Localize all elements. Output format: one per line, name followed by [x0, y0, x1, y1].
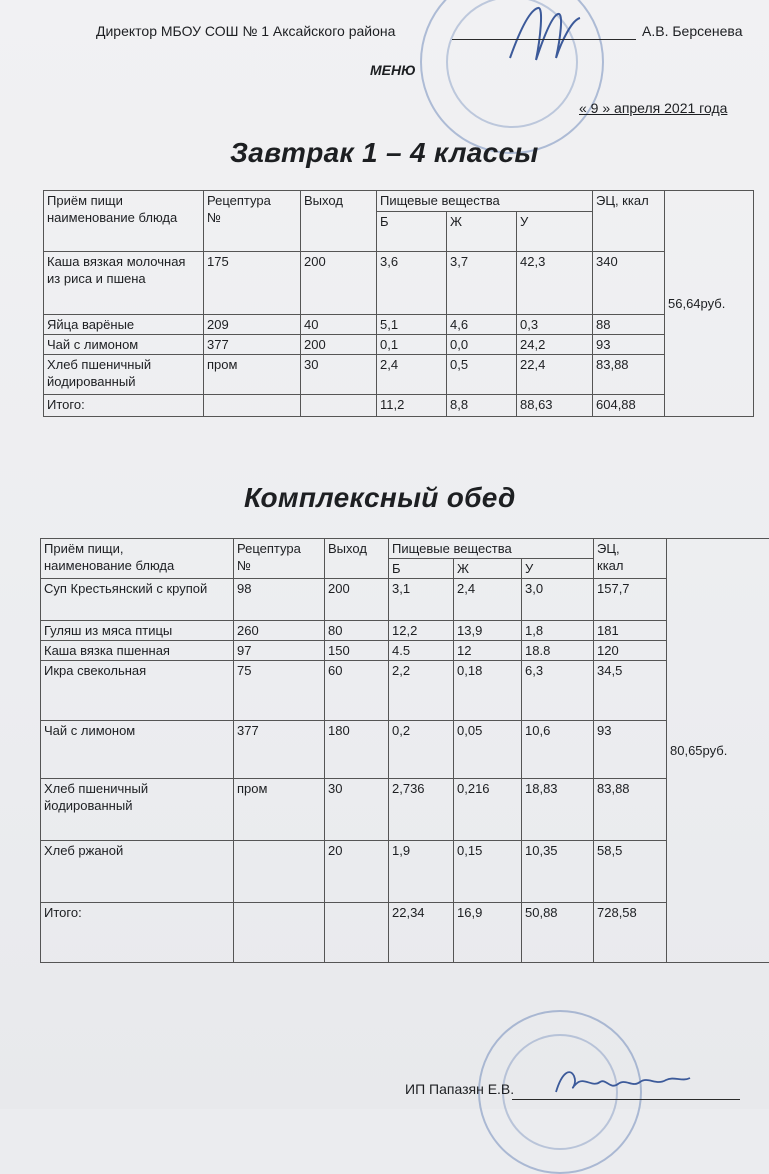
carbs: 10,35: [522, 841, 594, 903]
fat: 0,05: [454, 721, 522, 779]
protein: 12,2: [389, 621, 454, 641]
kcal: 120: [594, 641, 667, 661]
protein: 0,1: [377, 335, 447, 355]
header-energy: ЭЦ, ккал: [593, 191, 665, 252]
dish-name: Хлеб пшеничный йодированный: [41, 779, 234, 841]
kcal: 83,88: [593, 355, 665, 395]
lunch-price: 80,65руб.: [667, 539, 769, 963]
header-b: Б: [377, 212, 447, 252]
recipe-no: 98: [234, 579, 325, 621]
table-row: [41, 621, 769, 641]
director-line: Директор МБОУ СОШ № 1 Аксайского района: [96, 23, 395, 39]
kcal: 88: [593, 315, 665, 335]
header-b: Б: [389, 559, 454, 579]
recipe-no: [234, 841, 325, 903]
kcal: 340: [593, 252, 665, 315]
table-row: [41, 779, 769, 841]
dish-name: Чай с лимоном: [44, 335, 204, 355]
header-output: Выход: [301, 191, 377, 252]
protein: 3,6: [377, 252, 447, 315]
header-u: У: [517, 212, 593, 252]
carbs: 1,8: [522, 621, 594, 641]
header-meal-name: Приём пищи, наименование блюда: [41, 539, 234, 579]
total-carbs: 88,63: [517, 395, 593, 417]
output: 150: [325, 641, 389, 661]
breakfast-heading: Завтрак 1 – 4 классы: [230, 137, 539, 169]
output: 30: [301, 355, 377, 395]
header-zh: Ж: [447, 212, 517, 252]
protein: 2,736: [389, 779, 454, 841]
recipe-no: 377: [234, 721, 325, 779]
recipe-no: пром: [234, 779, 325, 841]
protein: 4.5: [389, 641, 454, 661]
protein: 0,2: [389, 721, 454, 779]
fat: 12: [454, 641, 522, 661]
protein: 2,4: [377, 355, 447, 395]
fat: 0,15: [454, 841, 522, 903]
table-row: [44, 355, 754, 395]
signature-bottom: [548, 1062, 698, 1102]
total-label: Итого:: [44, 395, 204, 417]
fat: 0,216: [454, 779, 522, 841]
total-label: Итого:: [41, 903, 234, 963]
recipe-no: 175: [204, 252, 301, 315]
fat: 13,9: [454, 621, 522, 641]
total-carbs: 50,88: [522, 903, 594, 963]
breakfast-table: [43, 190, 754, 417]
header-recipe: Рецептура №: [234, 539, 325, 579]
dish-name: Каша вязка пшенная: [41, 641, 234, 661]
header-recipe: Рецептура №: [204, 191, 301, 252]
header-output: Выход: [325, 539, 389, 579]
output: 30: [325, 779, 389, 841]
fat: 0,5: [447, 355, 517, 395]
dish-name: Яйца варёные: [44, 315, 204, 335]
carbs: 6,3: [522, 661, 594, 721]
fat: 0,0: [447, 335, 517, 355]
director-name: А.В. Берсенева: [642, 23, 742, 39]
total-kcal: 728,58: [594, 903, 667, 963]
table-row: [41, 841, 769, 903]
output: 80: [325, 621, 389, 641]
carbs: 22,4: [517, 355, 593, 395]
table-row: [41, 641, 769, 661]
output: 40: [301, 315, 377, 335]
kcal: 93: [594, 721, 667, 779]
kcal: 58,5: [594, 841, 667, 903]
kcal: 157,7: [594, 579, 667, 621]
header-nutrients: Пищевые вещества: [389, 539, 594, 559]
protein: 1,9: [389, 841, 454, 903]
carbs: 3,0: [522, 579, 594, 621]
recipe-no: 209: [204, 315, 301, 335]
breakfast-price: 56,64руб.: [665, 191, 754, 417]
recipe-no: 75: [234, 661, 325, 721]
recipe-no: пром: [204, 355, 301, 395]
total-row: [41, 903, 769, 963]
output: 20: [325, 841, 389, 903]
output: 60: [325, 661, 389, 721]
recipe-no: 260: [234, 621, 325, 641]
output: 180: [325, 721, 389, 779]
kcal: 181: [594, 621, 667, 641]
table-row: [44, 315, 754, 335]
total-protein: 22,34: [389, 903, 454, 963]
output: 200: [325, 579, 389, 621]
dish-name: Суп Крестьянский с крупой: [41, 579, 234, 621]
table-row: [44, 252, 754, 315]
protein: 2,2: [389, 661, 454, 721]
output: 200: [301, 252, 377, 315]
header-u: У: [522, 559, 594, 579]
carbs: 18.8: [522, 641, 594, 661]
header-nutrients: Пищевые вещества: [377, 191, 593, 212]
table-row: [41, 579, 769, 621]
total-fat: 8,8: [447, 395, 517, 417]
carbs: 42,3: [517, 252, 593, 315]
total-fat: 16,9: [454, 903, 522, 963]
fat: 4,6: [447, 315, 517, 335]
kcal: 93: [593, 335, 665, 355]
menu-date: « 9 » апреля 2021 года: [579, 100, 727, 116]
kcal: 83,88: [594, 779, 667, 841]
dish-name: Икра свекольная: [41, 661, 234, 721]
total-protein: 11,2: [377, 395, 447, 417]
dish-name: Чай с лимоном: [41, 721, 234, 779]
kcal: 34,5: [594, 661, 667, 721]
protein: 3,1: [389, 579, 454, 621]
carbs: 24,2: [517, 335, 593, 355]
dish-name: Гуляш из мяса птицы: [41, 621, 234, 641]
dish-name: Каша вязкая молочная из риса и пшена: [44, 252, 204, 315]
lunch-heading: Комплексный обед: [244, 482, 516, 514]
carbs: 18,83: [522, 779, 594, 841]
fat: 2,4: [454, 579, 522, 621]
header-zh: Ж: [454, 559, 522, 579]
recipe-no: 377: [204, 335, 301, 355]
total-kcal: 604,88: [593, 395, 665, 417]
dish-name: Хлеб пшеничный йодированный: [44, 355, 204, 395]
protein: 5,1: [377, 315, 447, 335]
header-meal-name: Приём пищи наименование блюда: [44, 191, 204, 252]
supplier-name: ИП Папазян Е.В.: [405, 1081, 514, 1097]
total-row: [44, 395, 754, 417]
recipe-no: 97: [234, 641, 325, 661]
menu-label: МЕНЮ: [370, 62, 416, 78]
carbs: 0,3: [517, 315, 593, 335]
table-row: [41, 661, 769, 721]
carbs: 10,6: [522, 721, 594, 779]
fat: 0,18: [454, 661, 522, 721]
table-row: [44, 335, 754, 355]
table-row: [41, 721, 769, 779]
dish-name: Хлеб ржаной: [41, 841, 234, 903]
lunch-table: [40, 538, 769, 963]
director-signature-line: [452, 39, 636, 40]
header-energy: ЭЦ, ккал: [594, 539, 667, 579]
signature-top: [500, 0, 590, 70]
fat: 3,7: [447, 252, 517, 315]
output: 200: [301, 335, 377, 355]
